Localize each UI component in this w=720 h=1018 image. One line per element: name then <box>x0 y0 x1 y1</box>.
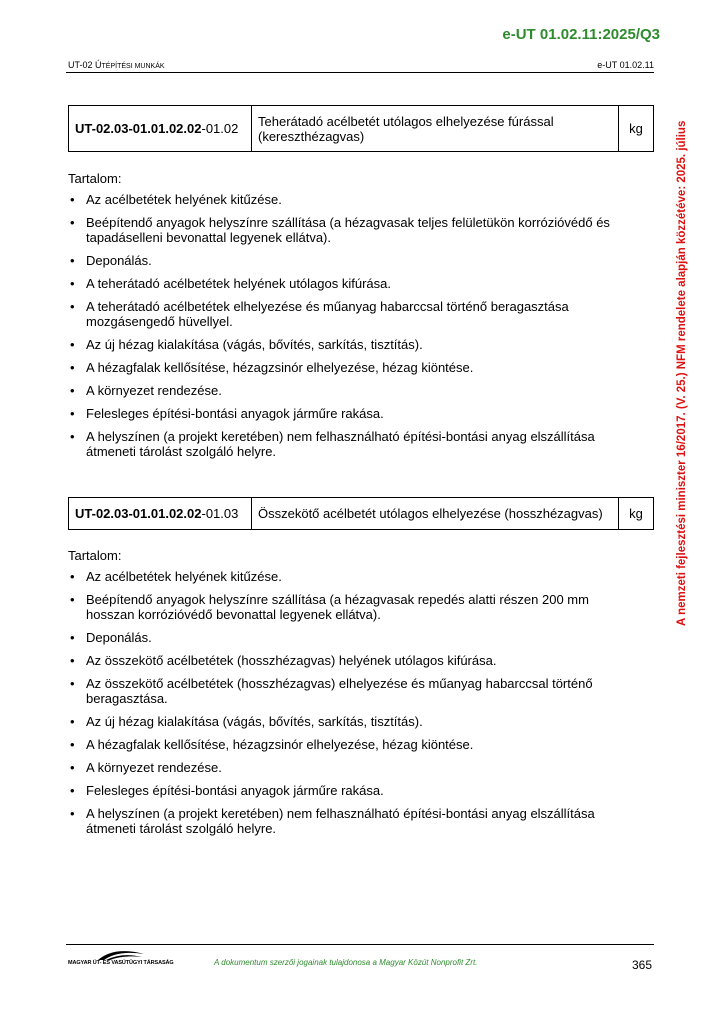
side-publication-note: A nemzeti fejlesztési miniszter 16/2017. (V. 25.) NFM rendelete alapján közzétéve: 2025. július <box>676 120 688 626</box>
item-code-suffix: -01.03 <box>201 506 239 521</box>
header-chapter-rest: TÉPÍTÉSI MUNKÁK <box>101 63 165 70</box>
table-row <box>69 106 654 152</box>
item-unit: kg <box>619 498 654 530</box>
list-item: • Beépítendő anyagok helyszínre szállítása (a hézagvasak teljes felületükön korrózióvédő és tapadáselleni bevonattal legyenek ellátva). <box>70 215 610 245</box>
bullet-icon: • <box>70 783 75 798</box>
list-item: • Az acélbetétek helyének kitűzése. <box>70 192 282 207</box>
list-item: • Az összekötő acélbetétek (hosszhézagvas) helyének utólagos kifúrása. <box>70 653 497 668</box>
document-code: e-UT 01.02.11:2025/Q3 <box>502 26 660 43</box>
contents-label: Tartalom: <box>68 548 122 563</box>
list-item: • A helyszínen (a projekt keretében) nem felhasználható építési-bontási anyag elszállítása átmeneti tárolást szolgáló helyre. <box>70 429 595 459</box>
running-header-right: e-UT 01.02.11 <box>597 60 654 70</box>
list-item: • Az új hézag kialakítása (vágás, bővítés, sarkítás, tisztítás). <box>70 714 423 729</box>
bullet-icon: • <box>70 569 75 584</box>
table-row <box>69 498 654 530</box>
item-table-1 <box>68 105 654 152</box>
item-description: Összekötő acélbetét utólagos elhelyezése (hosszhézagvas) <box>252 498 619 530</box>
list-item: • A hézagfalak kellősítése, hézagzsinór elhelyezése, hézag kiöntése. <box>70 737 474 752</box>
item-code-suffix: -01.02 <box>201 121 239 136</box>
header-divider <box>66 72 654 73</box>
bullet-icon: • <box>70 760 75 775</box>
list-item: • Felesleges építési-bontási anyagok járműre rakása. <box>70 406 384 421</box>
bullet-icon: • <box>70 192 75 207</box>
contents-list <box>68 569 638 836</box>
bullet-icon: • <box>70 299 75 314</box>
list-item: • A hézagfalak kellősítése, hézagzsinór elhelyezése, hézag kiöntése. <box>70 360 474 375</box>
bullet-icon: • <box>70 383 75 398</box>
contents-list <box>68 192 638 459</box>
footer-divider <box>66 944 654 945</box>
list-item: • Az összekötő acélbetétek (hosszhézagvas) elhelyezése és műanyag habarccsal történő beragasztása. <box>70 676 593 706</box>
list-item: • Deponálás. <box>70 630 152 645</box>
bullet-icon: • <box>70 806 75 821</box>
society-logo <box>68 948 178 972</box>
bullet-icon: • <box>70 429 75 444</box>
bullet-icon: • <box>70 592 75 607</box>
item-description: Teherátadó acélbetét utólagos elhelyezése fúrással (kereszthézagvas) <box>252 106 619 152</box>
bullet-icon: • <box>70 276 75 291</box>
logo-text: MAGYAR ÚT- ÉS VASÚTÜGYI TÁRSASÁG <box>68 960 174 966</box>
list-item: • A környezet rendezése. <box>70 760 222 775</box>
bullet-icon: • <box>70 653 75 668</box>
page-number: 365 <box>631 958 652 972</box>
item-code <box>69 498 252 530</box>
bullet-icon: • <box>70 337 75 352</box>
item-code-bold: UT-02.03-01.01.02.02 <box>75 506 202 521</box>
copyright-notice: A dokumentum szerzői jogainak tulajdonosa a Magyar Közút Nonprofit Zrt. <box>214 958 478 967</box>
bullet-icon: • <box>70 406 75 421</box>
item-unit: kg <box>619 106 654 152</box>
bullet-icon: • <box>70 630 75 645</box>
header-chapter-prefix: UT-02 Ú <box>68 60 102 70</box>
list-item: • Deponálás. <box>70 253 152 268</box>
bullet-icon: • <box>70 360 75 375</box>
item-table-2 <box>68 497 654 530</box>
list-item: • Az acélbetétek helyének kitűzése. <box>70 569 282 584</box>
list-item: • A környezet rendezése. <box>70 383 222 398</box>
list-item: • A helyszínen (a projekt keretében) nem felhasználható építési-bontási anyag elszállítása átmeneti tárolást szolgáló helyre. <box>70 806 595 836</box>
list-item: • Beépítendő anyagok helyszínre szállítása (a hézagvasak repedés alatti részen 200 mm hosszan korrózióvédő bevonattal legyenek ellátva). <box>70 592 589 622</box>
item-code <box>69 106 252 152</box>
bullet-icon: • <box>70 253 75 268</box>
bullet-icon: • <box>70 737 75 752</box>
item-contents-2 <box>68 548 638 844</box>
item-contents-1 <box>68 171 638 467</box>
bullet-icon: • <box>70 714 75 729</box>
list-item: • Felesleges építési-bontási anyagok járműre rakása. <box>70 783 384 798</box>
list-item: • A teherátadó acélbetétek helyének utólagos kifúrása. <box>70 276 391 291</box>
list-item: • A teherátadó acélbetétek elhelyezése és műanyag habarccsal történő beragasztása mozgásengedő hüvellyel. <box>70 299 569 329</box>
bullet-icon: • <box>70 676 75 691</box>
list-item: • Az új hézag kialakítása (vágás, bővítés, sarkítás, tisztítás). <box>70 337 423 352</box>
item-code-bold: UT-02.03-01.01.02.02 <box>75 121 202 136</box>
running-header-left <box>68 60 165 70</box>
contents-label: Tartalom: <box>68 171 122 186</box>
bullet-icon: • <box>70 215 75 230</box>
